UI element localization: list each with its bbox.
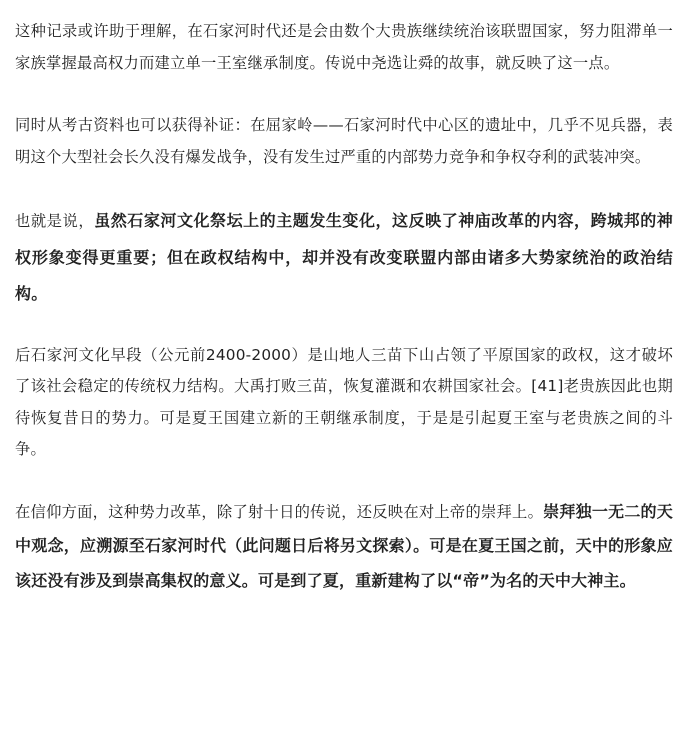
paragraph-3-intro: 也就是说， (15, 212, 95, 230)
paragraph-2 (15, 110, 673, 173)
paragraph-3 (15, 203, 673, 313)
paragraph-4 (15, 340, 673, 466)
paragraph-5 (15, 495, 673, 599)
paragraph-1 (15, 0, 673, 79)
paragraph-4-text: 后石家河文化早段（公元前2400-2000）是山地人三苗下山占领了平原国家的政权，这才破坏了该社会稳定的传统权力结构。大禹打败三苗，恢复灌溉和农耕国家社会。[41]老贵族因此也期待恢复昔日的势力。可是夏王国建立新的王朝继承制度，于是是引起夏王室与老贵族之间的斗争。 (15, 345, 673, 458)
paragraph-5-intro: 在信仰方面，这种势力改革，除了射十日的传说，还反映在对上帝的崇拜上。 (15, 502, 544, 521)
paragraph-1-text: 这种记录或许助于理解，在石家河时代还是会由数个大贵族继续统治该联盟国家，努力阻滞单一家族掌握最高权力而建立单一王室继承制度。传说中尧选让舜的故事，就反映了这一点。 (15, 22, 673, 72)
paragraph-5-bold-text: 崇拜独一无二的天中观念，应溯源至石家河时代（此问题日后将另文探索）。可是在夏王国之前，天中的形象应该还没有涉及到崇高集权的意义。可是到了夏，重新建构了以“帝”为名的天中大神主。 (15, 501, 673, 590)
paragraph-3-bold-text: 虽然石家河文化祭坛上的主题发生变化，这反映了神庙改革的内容，跨城邦的神权形象变得更重要；但在政权结构中，却并没有改变联盟内部由诸多大势家统治的政治结构。 (15, 211, 673, 303)
paragraph-2-text: 同时从考古资料也可以获得补证：在屈家岭——石家河时代中心区的遗址中，几乎不见兵器，表明这个大型社会长久没有爆发战争，没有发生过严重的内部势力竞争和争权夺利的武装冲突。 (15, 116, 673, 166)
